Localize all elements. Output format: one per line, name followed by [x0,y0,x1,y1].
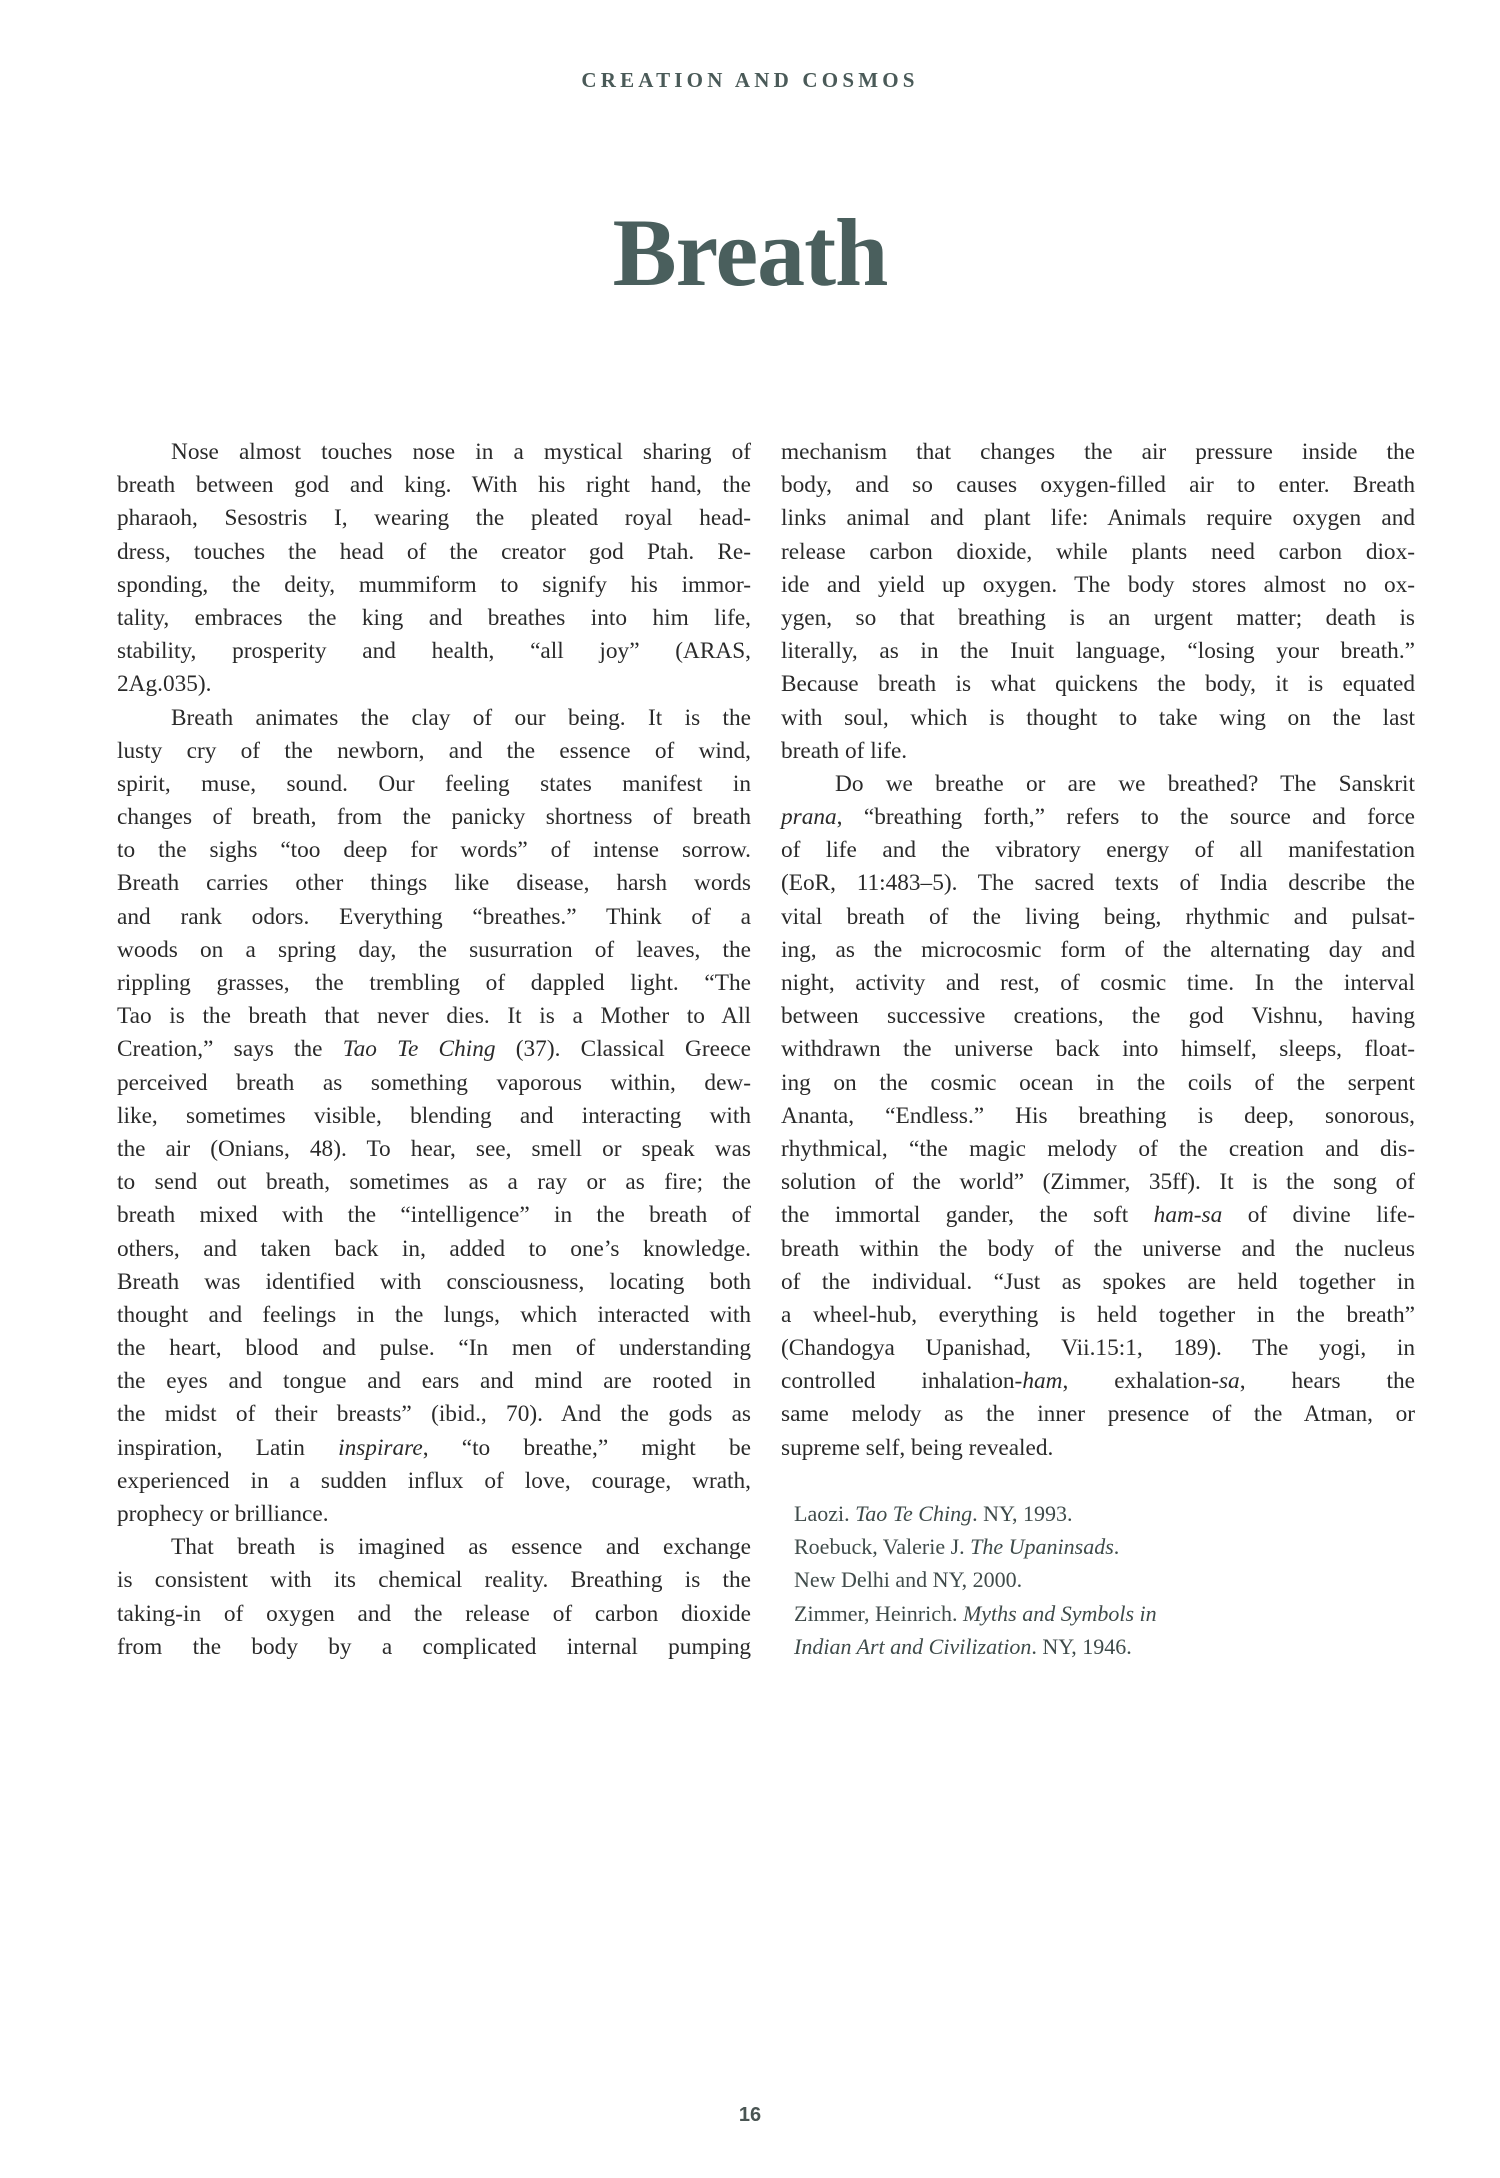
section-header: CREATION AND COSMOS [581,68,919,92]
text-line: vital breath of the living being, rhythmic and pulsat- [781,903,1415,930]
text-line: experienced in a sudden influx of love, courage, wrath, [117,1467,751,1494]
bibliography-entry: Roebuck, Valerie J. The Upaninsads. [794,1534,1120,1560]
text-line: and rank odors. Everything “breathes.” Think of a [117,903,751,930]
text-line: body, and so causes oxygen-filled air to enter. Breath [781,472,1415,499]
text-line: sponding, the deity, mummiform to signify his immor- [117,571,751,598]
text-line: to the sighs “too deep for words” of intense sorrow. [117,837,751,864]
text-line: perceived breath as something vaporous within, dew- [117,1069,751,1096]
text-line: a wheel-hub, everything is held together in the breath” [781,1301,1415,1328]
text-line: withdrawn the universe back into himself, sleeps, float- [781,1036,1415,1063]
text-line: ygen, so that breathing is an urgent matter; death is [781,604,1415,631]
sanskrit-term: ham [1022,1368,1063,1395]
page-title: Breath [612,199,888,306]
text-line: of life and the vibratory energy of all manifestation [781,837,1415,864]
text-line: Breath was identified with consciousness, locating both [117,1268,751,1295]
text-line: breath between god and king. With his right hand, the [117,472,751,499]
text-line: solution of the world” (Zimmer, 35ff). It is the song of [781,1169,1415,1196]
text-line: spirit, muse, sound. Our feeling states manifest in [117,770,751,797]
latin-term: inspirare [338,1434,423,1461]
bibliography-entry: Indian Art and Civilization. NY, 1946. [794,1633,1132,1659]
text-line: lusty cry of the newborn, and the essence of wind, [117,737,751,764]
text-line: Ananta, “Endless.” His breathing is deep, sonorous, [781,1102,1415,1129]
text-line: 2Ag.035). [117,671,212,698]
left-column [117,436,751,1664]
text-line: pharaoh, Sesostris I, wearing the pleated royal head- [117,505,751,532]
text-line: same melody as the inner presence of the Atman, or [781,1401,1415,1428]
text-line: Do we breathe or are we breathed? The Sanskrit [835,770,1415,797]
text-line: mechanism that changes the air pressure inside the [781,439,1415,465]
text-line: prophecy or brilliance. [117,1501,329,1527]
text-line: night, activity and rest, of cosmic time. In the interval [781,970,1415,996]
text-line: breath of life. [781,737,908,764]
text-line: release carbon dioxide, while plants need carbon diox- [781,538,1415,565]
text-line: dress, touches the head of the creator god Ptah. Re- [117,538,751,565]
book-title: Tao Te Ching [342,1036,496,1063]
text-line: the immortal gander, the soft ham-sa of divine life- [781,1202,1415,1229]
text-line: ide and yield up oxygen. The body stores almost no ox- [781,571,1415,598]
bibliography [794,1497,1394,1663]
text-line: ing on the cosmic ocean in the coils of the serpent [781,1069,1415,1096]
text-line: Creation,” says the Tao Te Ching (37). Classical Greece [117,1036,751,1063]
text-line: Nose almost touches nose in a mystical sharing of [171,439,751,465]
text-line: (EoR, 11:483–5). The sacred texts of India describe the [781,870,1415,897]
text-line: inspiration, Latin inspirare, “to breathe,” might be [117,1434,751,1461]
text-line: is consistent with its chemical reality. Breathing is the [117,1567,751,1594]
text-line: That breath is imagined as essence and exchange [171,1534,751,1561]
sanskrit-term: ham-sa [1153,1202,1223,1229]
text-line: links animal and plant life: Animals require oxygen and [781,505,1415,532]
text-line: the air (Onians, 48). To hear, see, smell or speak was [117,1135,751,1162]
text-line: from the body by a complicated internal pumping [117,1633,751,1660]
text-line: changes of breath, from the panicky shortness of breath [117,804,751,831]
text-line: like, sometimes visible, blending and interacting with [117,1102,751,1129]
text-line: tality, embraces the king and breathes into him life, [117,604,751,631]
text-line: to send out breath, sometimes as a ray or as fire; the [117,1169,751,1196]
text-line: others, and taken back in, added to one’s knowledge. [117,1235,751,1262]
text-line: of the individual. “Just as spokes are held together in [781,1268,1415,1295]
text-line: breath mixed with the “intelligence” in the breath of [117,1202,751,1229]
text-line: prana, “breathing forth,” refers to the source and force [781,804,1415,831]
text-line: rhythmical, “the magic melody of the creation and dis- [781,1135,1415,1162]
text-line: supreme self, being revealed. [781,1434,1054,1461]
text-line: the midst of their breasts” (ibid., 70). And the gods as [117,1401,751,1428]
text-line: Breath carries other things like disease, harsh words [117,870,751,897]
text-line: ing, as the microcosmic form of the alternating day and [781,936,1415,963]
text-line: taking-in of oxygen and the release of carbon dioxide [117,1600,751,1627]
bibliography-entry: Zimmer, Heinrich. Myths and Symbols in [794,1600,1157,1626]
text-line: breath within the body of the universe and the nucleus [781,1235,1415,1262]
text-line: Breath animates the clay of our being. It is the [171,704,751,731]
text-line: (Chandogya Upanishad, Vii.15:1, 189). The yogi, in [781,1335,1415,1362]
right-column [781,436,1415,1465]
bibliography-entry: New Delhi and NY, 2000. [794,1567,1023,1593]
text-line: the heart, blood and pulse. “In men of understanding [117,1335,751,1362]
text-line: thought and feelings in the lungs, which interacted with [117,1301,751,1328]
text-line: literally, as in the Inuit language, “losing your breath.” [781,638,1415,665]
text-line: rippling grasses, the trembling of dappled light. “The [117,970,751,996]
text-line: woods on a spring day, the susurration of leaves, the [117,936,751,963]
text-line: Tao is the breath that never dies. It is a Mother to All [117,1003,751,1030]
page-number: 16 [738,2104,762,2126]
sanskrit-term: prana [781,804,837,831]
text-line: the eyes and tongue and ears and mind are rooted in [117,1368,751,1395]
text-line: between successive creations, the god Vishnu, having [781,1003,1415,1030]
text-line: with soul, which is thought to take wing on the last [781,704,1415,731]
text-line: controlled inhalation-ham, exhalation-sa, hears the [781,1368,1415,1395]
bibliography-entry: Laozi. Tao Te Ching. NY, 1993. [794,1501,1073,1526]
sanskrit-term: sa [1218,1368,1240,1395]
text-line: stability, prosperity and health, “all joy” (ARAS, [117,638,751,665]
text-line: Because breath is what quickens the body, it is equated [781,671,1415,698]
